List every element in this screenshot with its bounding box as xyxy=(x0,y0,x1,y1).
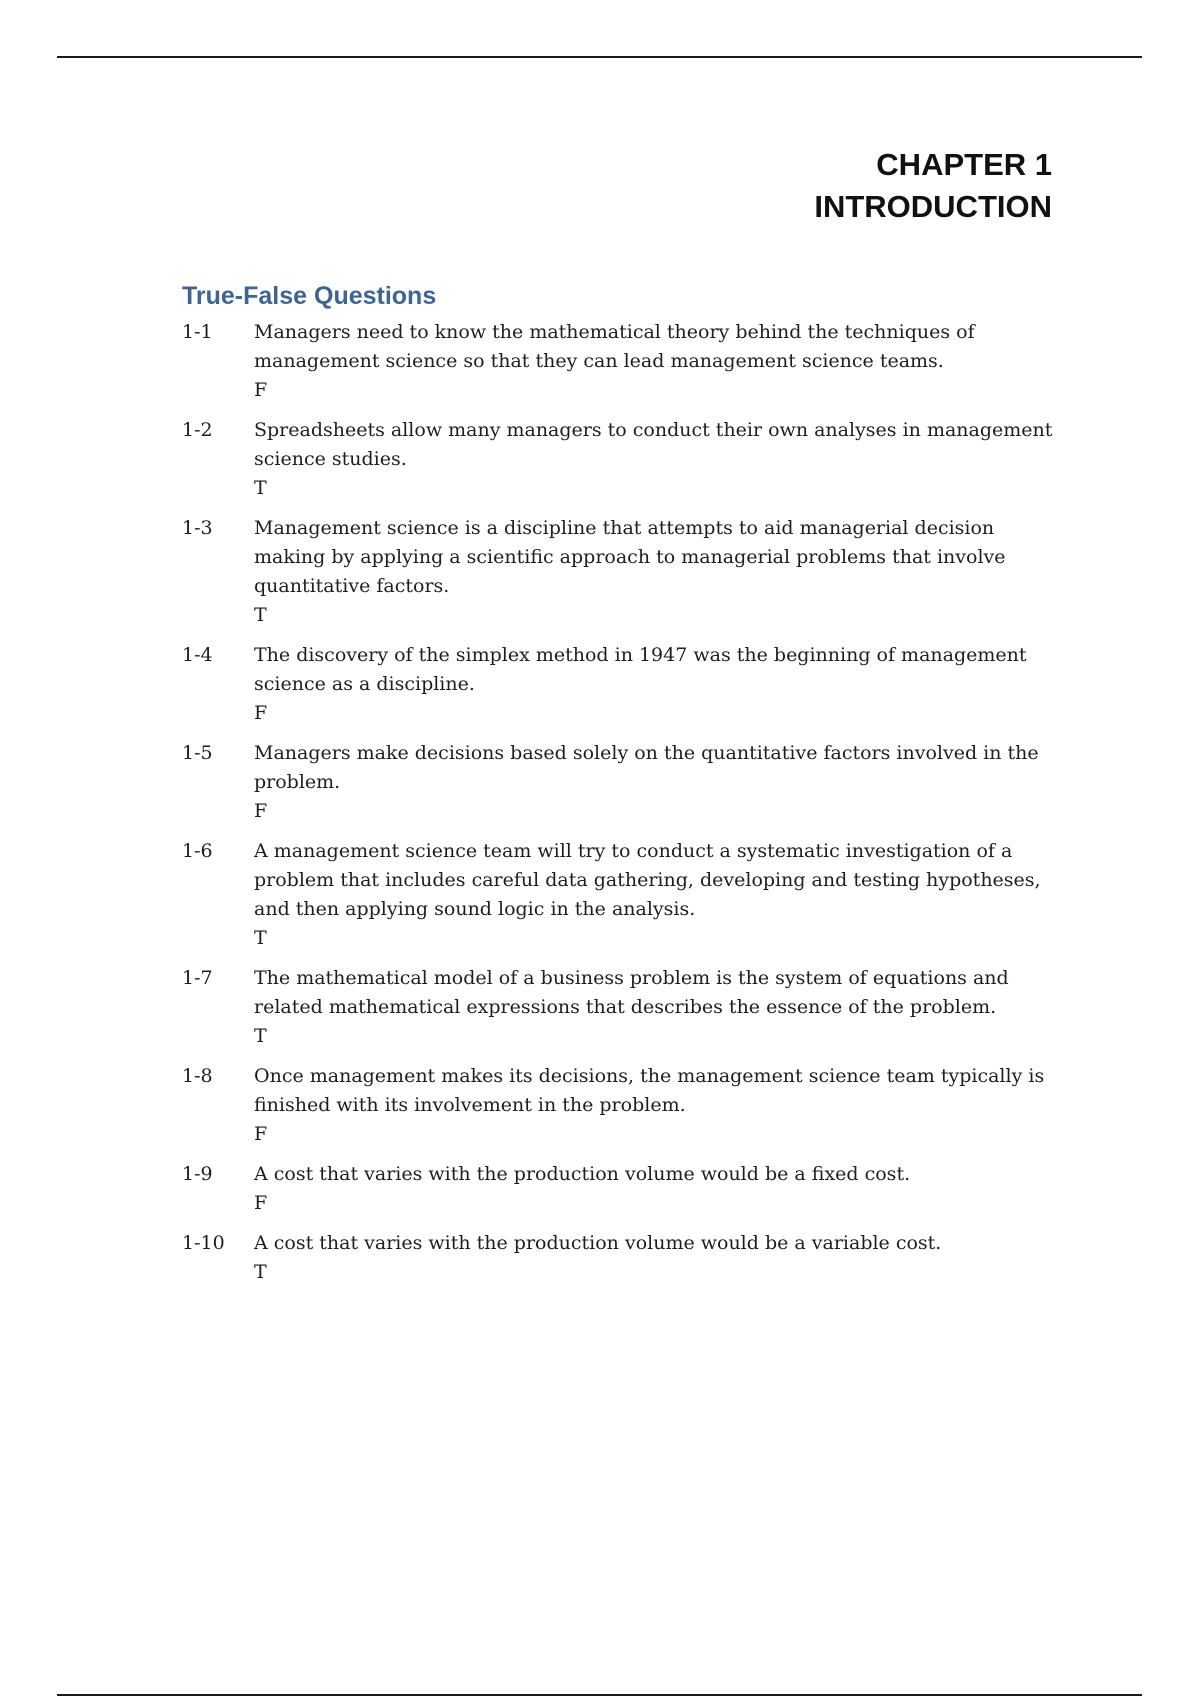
question-answer: T xyxy=(254,477,267,499)
question-answer: F xyxy=(254,1192,268,1214)
question-text: Spreadsheets allow many managers to conduct their own analyses in management science studies. xyxy=(254,419,1053,470)
question-answer: F xyxy=(254,1123,268,1145)
question-text: A cost that varies with the production volume would be a variable cost. xyxy=(254,1232,942,1254)
question-item xyxy=(182,1160,1062,1218)
question-answer: T xyxy=(254,1261,267,1283)
question-item xyxy=(182,964,1062,1051)
question-item xyxy=(182,837,1062,953)
top-rule xyxy=(57,56,1142,58)
question-answer: T xyxy=(254,604,267,626)
chapter-heading xyxy=(814,144,1052,228)
question-item xyxy=(182,1062,1062,1149)
question-text: Management science is a discipline that attempts to aid managerial decision making by applying a scientific approach to managerial problems that involve quantitative factors. xyxy=(254,517,1006,597)
question-list xyxy=(182,318,1062,1298)
section-title: True-False Questions xyxy=(182,282,437,310)
chapter-title: INTRODUCTION xyxy=(814,189,1052,224)
question-number: 1-6 xyxy=(182,840,213,862)
question-text: The discovery of the simplex method in 1947 was the beginning of management science as a discipline. xyxy=(254,644,1027,695)
question-answer: F xyxy=(254,379,268,401)
question-number: 1-3 xyxy=(182,517,213,539)
question-number: 1-2 xyxy=(182,419,213,441)
bottom-rule xyxy=(57,1694,1142,1696)
question-answer: F xyxy=(254,800,268,822)
question-text: Once management makes its decisions, the management science team typically is finished with its involvement in the problem. xyxy=(254,1065,1045,1116)
question-item xyxy=(182,318,1062,405)
question-number: 1-1 xyxy=(182,321,213,343)
question-number: 1-10 xyxy=(182,1232,225,1254)
question-text: Managers make decisions based solely on the quantitative factors involved in the problem. xyxy=(254,742,1039,793)
chapter-number: CHAPTER 1 xyxy=(876,147,1052,182)
question-number: 1-7 xyxy=(182,967,213,989)
question-number: 1-5 xyxy=(182,742,213,764)
question-number: 1-9 xyxy=(182,1163,213,1185)
question-item xyxy=(182,416,1062,503)
question-item xyxy=(182,641,1062,728)
question-text: The mathematical model of a business problem is the system of equations and related mathematical expressions that describes the essence of the problem. xyxy=(254,967,1009,1018)
question-answer: T xyxy=(254,927,267,949)
question-item xyxy=(182,1229,1062,1287)
question-text: A cost that varies with the production volume would be a fixed cost. xyxy=(254,1163,911,1185)
question-number: 1-4 xyxy=(182,644,213,666)
question-item xyxy=(182,739,1062,826)
question-number: 1-8 xyxy=(182,1065,213,1087)
question-text: Managers need to know the mathematical theory behind the techniques of management science so that they can lead management science teams. xyxy=(254,321,975,372)
question-text: A management science team will try to conduct a systematic investigation of a problem that includes careful data gathering, developing and testing hypotheses, and then applying sound logic in the analysis. xyxy=(254,840,1041,920)
question-answer: T xyxy=(254,1025,267,1047)
question-item xyxy=(182,514,1062,630)
question-answer: F xyxy=(254,702,268,724)
